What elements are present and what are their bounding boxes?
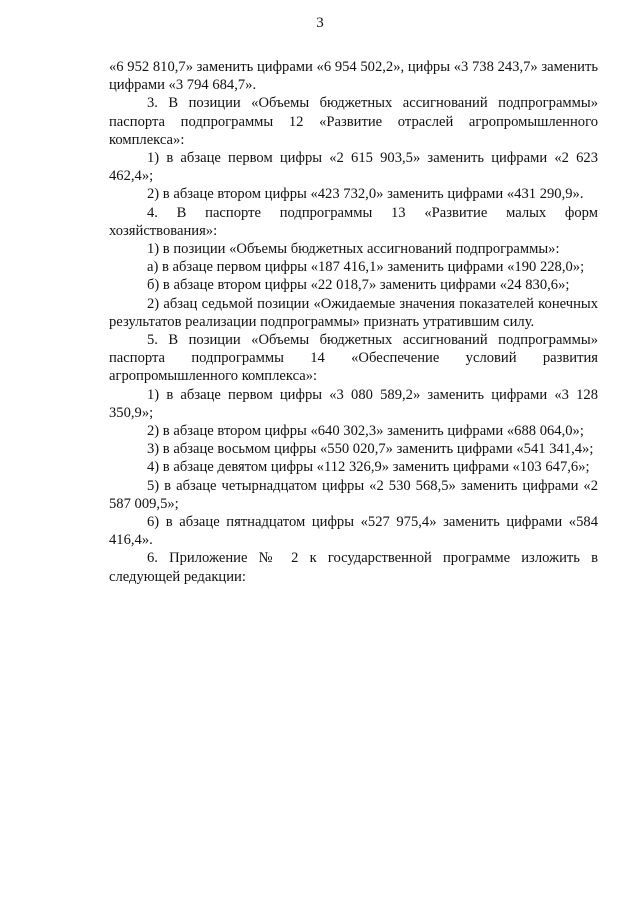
- paragraph-10: 5. В позиции «Объемы бюджетных ассигнований подпрограммы» паспорта подпрограммы 14 «Обеспечение условий развития агропромышленного комплекса»:: [109, 332, 598, 385]
- paragraph-16: 6) в абзаце пятнадцатом цифры «527 975,4» заменить цифрами «584 416,4».: [109, 514, 598, 549]
- paragraph-1: «6 952 810,7» заменить цифрами «6 954 502,2», цифры «3 738 243,7» заменить цифрами «3 794 684,7».: [109, 59, 598, 94]
- document-body: [109, 58, 598, 586]
- paragraph-5: 4. В паспорте подпрограммы 13 «Развитие малых форм хозяйствования»:: [109, 204, 598, 239]
- paragraph-11: 1) в абзаце первом цифры «3 080 589,2» заменить цифрами «3 128 350,9»;: [109, 386, 598, 421]
- paragraph-17: 6. Приложение № 2 к государственной программе изложить в следующей редакции:: [109, 550, 598, 585]
- paragraph-7: а) в абзаце первом цифры «187 416,1» заменить цифрами «190 228,0»;: [147, 259, 585, 276]
- paragraph-12: 2) в абзаце втором цифры «640 302,3» заменить цифрами «688 064,0»;: [147, 423, 584, 440]
- paragraph-9: 2) абзац седьмой позиции «Ожидаемые значения показателей конечных результатов реализации подпрограммы» признать утратившим силу.: [109, 295, 598, 330]
- paragraph-4: 2) в абзаце втором цифры «423 732,0» заменить цифрами «431 290,9».: [147, 186, 584, 203]
- page-number: 3: [316, 15, 324, 31]
- paragraph-6: 1) в позиции «Объемы бюджетных ассигнований подпрограммы»:: [147, 241, 560, 258]
- paragraph-8: б) в абзаце втором цифры «22 018,7» заменить цифрами «24 830,6»;: [147, 277, 570, 294]
- paragraph-2: 3. В позиции «Объемы бюджетных ассигнований подпрограммы» паспорта подпрограммы 12 «Развитие отраслей агропромышленного комплекса»:: [109, 95, 598, 148]
- paragraph-13: 3) в абзаце восьмом цифры «550 020,7» заменить цифрами «541 341,4»;: [147, 441, 594, 458]
- paragraph-3: 1) в абзаце первом цифры «2 615 903,5» заменить цифрами «2 623 462,4»;: [109, 150, 598, 185]
- paragraph-15: 5) в абзаце четырнадцатом цифры «2 530 568,5» заменить цифрами «2 587 009,5»;: [109, 477, 598, 512]
- paragraph-14: 4) в абзаце девятом цифры «112 326,9» заменить цифрами «103 647,6»;: [147, 459, 590, 476]
